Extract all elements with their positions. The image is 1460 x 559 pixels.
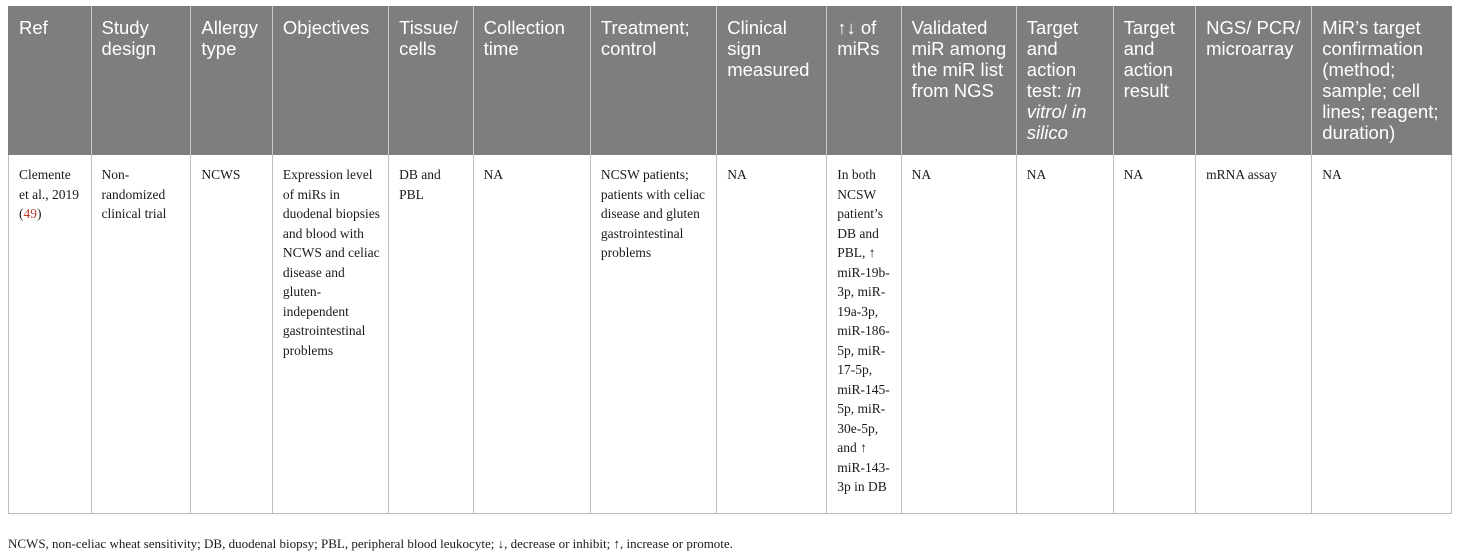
cell-confirmation: NA	[1312, 155, 1452, 513]
header-ngs: NGS/ PCR/ microarray	[1196, 6, 1312, 155]
cell-mirs: In both NCSW patient’s DB and PBL, ↑ miR-19b-3p, miR-19a-3p, miR-186-5p, miR-17-5p, miR-145-5p, miR-30e-5p, and ↑ miR-143-3p in DB	[827, 155, 901, 513]
cell-study-design: Non-randomized clinical trial	[91, 155, 191, 513]
header-study-design: Study design	[91, 6, 191, 155]
header-confirmation: MiR’s target confirmation (method; sample; cell lines; reagent; duration)	[1312, 6, 1452, 155]
header-target-result: Target and action result	[1113, 6, 1196, 155]
header-mirs: ↑↓ of miRs	[827, 6, 901, 155]
cell-treatment: NCSW patients; patients with celiac disease and gluten gastrointestinal problems	[590, 155, 716, 513]
cell-clinical-sign: NA	[717, 155, 827, 513]
header-ref: Ref	[9, 6, 92, 155]
header-clinical-sign: Clinical sign measured	[717, 6, 827, 155]
cell-target-result: NA	[1113, 155, 1196, 513]
header-in-vitro: in vitro	[1026, 80, 1082, 122]
cell-tissue: DB and PBL	[389, 155, 474, 513]
header-validated: Validated miR among the miR list from NGS	[901, 6, 1016, 155]
header-target-test	[1016, 6, 1113, 155]
cell-ref	[9, 155, 92, 513]
citation-link[interactable]: 49	[23, 206, 37, 221]
results-table	[8, 6, 1452, 514]
cell-collection-time: NA	[473, 155, 590, 513]
header-row	[9, 6, 1452, 155]
cell-objectives: Expression level of miRs in duodenal biopsies and blood with NCWS and celiac disease and gluten-independent gastrointestinal problems	[272, 155, 388, 513]
table-container	[8, 6, 1452, 514]
header-allergy-type: Allergy type	[191, 6, 273, 155]
cell-allergy-type: NCWS	[191, 155, 273, 513]
header-in-silico: in silico	[1026, 101, 1087, 143]
header-target-test-prefix: Target and action test:	[1026, 17, 1079, 101]
table-row	[9, 155, 1452, 513]
ref-close: )	[37, 206, 42, 221]
header-slash: /	[1061, 101, 1073, 122]
cell-ngs: mRNA assay	[1196, 155, 1312, 513]
cell-target-test: NA	[1016, 155, 1113, 513]
ref-text: Clemente et al., 2019 (	[19, 167, 79, 221]
header-collection-time: Collection time	[473, 6, 590, 155]
cell-validated: NA	[901, 155, 1016, 513]
header-treatment: Treatment; control	[590, 6, 716, 155]
table-footnote: NCWS, non-celiac wheat sensitivity; DB, duodenal biopsy; PBL, peripheral blood leukocyte; ↓, decrease or inhibit; ↑, increase or promote.	[8, 536, 733, 551]
header-tissue: Tissue/ cells	[389, 6, 474, 155]
header-objectives: Objectives	[272, 6, 388, 155]
